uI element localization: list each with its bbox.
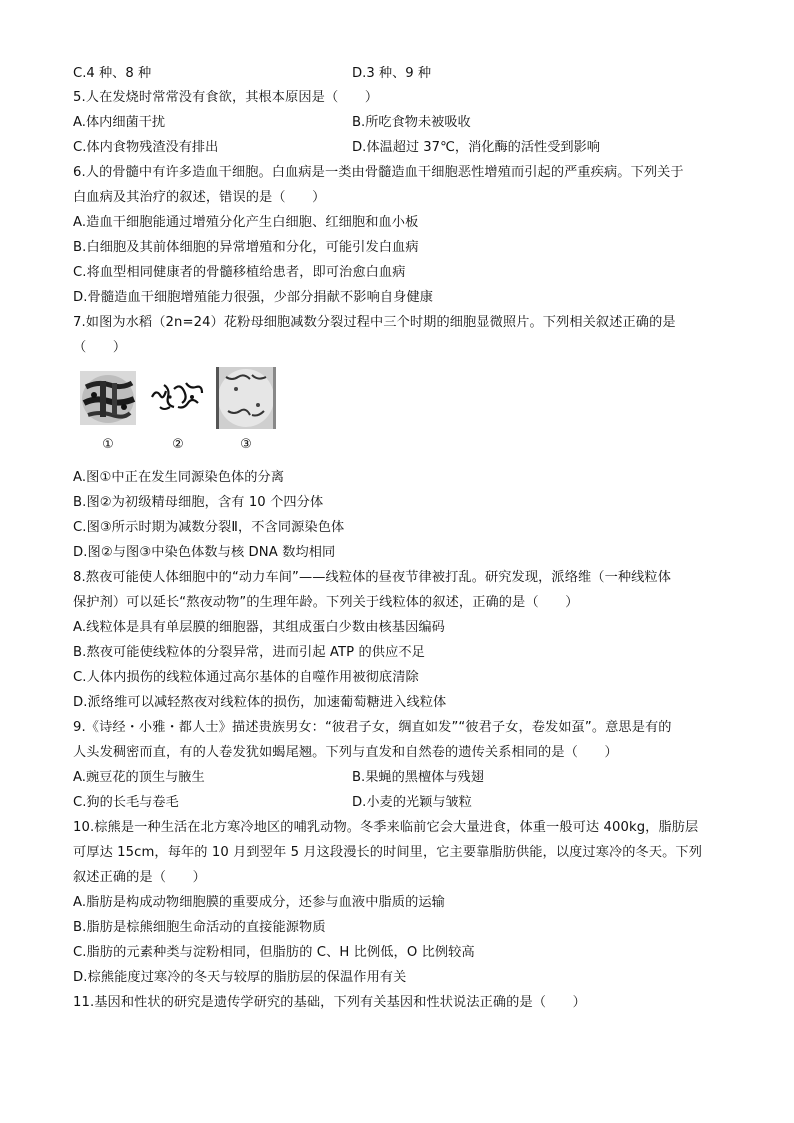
q10-stem-line2: 可厚达 15cm，每年的 10 月到翌年 5 月这段漫长的时间里，它主要靠脂肪供能，以度过寒冷的冬天。下列 xyxy=(73,845,702,860)
q8-option-b: B.熬夜可能使线粒体的分裂异常，进而引起 ATP 的供应不足 xyxy=(73,645,425,660)
q11-stem: 11.基因和性状的研究是遗传学研究的基础，下列有关基因和性状说法正确的是（ ） xyxy=(73,995,586,1010)
micrograph-1 xyxy=(78,367,138,429)
q7-option-b: B.图②为初级精母细胞，含有 10 个四分体 xyxy=(73,495,324,510)
figure-label-2: ② xyxy=(172,437,184,452)
q8-stem-line1: 8.熬夜可能使人体细胞中的“动力车间”——线粒体的昼夜节律被打乱。研究发现，派络维（一种线粒体 xyxy=(73,570,672,585)
micrograph-3 xyxy=(216,367,276,429)
q10-option-b: B.脂肪是棕熊细胞生命活动的直接能源物质 xyxy=(73,920,326,935)
micrograph-2-image xyxy=(148,367,208,429)
q10-stem-line3: 叙述正确的是（ ） xyxy=(73,870,206,885)
q4-option-c: C.4 种、8 种 xyxy=(73,66,152,81)
q6-stem-line1: 6.人的骨髓中有许多造血干细胞。白血病是一类由骨髓造血干细胞恶性增殖而引起的严重疾病。下列关于 xyxy=(73,165,684,180)
q5-stem: 5.人在发烧时常常没有食欲，其根本原因是（ ） xyxy=(73,90,379,105)
q10-option-a: A.脂肪是构成动物细胞膜的重要成分，还参与血液中脂质的运输 xyxy=(73,895,445,910)
meiosis-micrograph-figure xyxy=(78,367,278,457)
q5-option-a: A.体内细菌干扰 xyxy=(73,115,166,130)
q5-option-b: B.所吃食物未被吸收 xyxy=(352,115,471,130)
q7-option-a: A.图①中正在发生同源染色体的分离 xyxy=(73,470,285,485)
q6-option-a: A.造血干细胞能通过增殖分化产生白细胞、红细胞和血小板 xyxy=(73,215,419,230)
micrograph-1-image xyxy=(78,367,138,429)
q6-option-d: D.骨髓造血干细胞增殖能力很强，少部分捐献不影响自身健康 xyxy=(73,290,434,305)
q8-option-c: C.人体内损伤的线粒体通过高尔基体的自噬作用被彻底清除 xyxy=(73,670,419,685)
q7-stem-line2: （ ） xyxy=(73,340,127,355)
q5-option-d: D.体温超过 37℃，消化酶的活性受到影响 xyxy=(352,140,600,155)
q6-stem-line2: 白血病及其治疗的叙述，错误的是（ ） xyxy=(73,190,326,205)
micrograph-3-image xyxy=(216,367,276,429)
q4-option-d: D.3 种、9 种 xyxy=(352,66,432,81)
q8-stem-line2: 保护剂）可以延长“熬夜动物”的生理年龄。下列关于线粒体的叙述，正确的是（ ） xyxy=(73,595,579,610)
q7-option-d: D.图②与图③中染色体数与核 DNA 数均相同 xyxy=(73,545,336,560)
q10-option-d: D.棕熊能度过寒冷的冬天与较厚的脂肪层的保温作用有关 xyxy=(73,970,407,985)
q9-stem-line2: 人头发稠密而直，有的人卷发犹如蝎尾翘。下列与直发和自然卷的遗传关系相同的是（ ） xyxy=(73,745,618,760)
micrograph-2 xyxy=(148,367,208,429)
q5-option-c: C.体内食物残渣没有排出 xyxy=(73,140,219,155)
q9-option-c: C.狗的长毛与卷毛 xyxy=(73,795,179,810)
q6-option-b: B.白细胞及其前体细胞的异常增殖和分化，可能引发白血病 xyxy=(73,240,419,255)
q9-stem-line1: 9.《诗经・小雅・都人士》描述贵族男女：“彼君子女，绸直如发”“彼君子女，卷发如虿”。意思是有的 xyxy=(73,720,672,735)
q8-option-a: A.线粒体是具有单层膜的细胞器，其组成蛋白少数由核基因编码 xyxy=(73,620,445,635)
q7-option-c: C.图③所示时期为减数分裂Ⅱ，不含同源染色体 xyxy=(73,520,345,535)
q6-option-c: C.将血型相同健康者的骨髓移植给患者，即可治愈白血病 xyxy=(73,265,406,280)
q7-stem-line1: 7.如图为水稻（2n=24）花粉母细胞减数分裂过程中三个时期的细胞显微照片。下列相关叙述正确的是 xyxy=(73,315,676,330)
q10-option-c: C.脂肪的元素种类与淀粉相同，但脂肪的 C、H 比例低，O 比例较高 xyxy=(73,945,475,960)
figure-label-3: ③ xyxy=(240,437,252,452)
q9-option-b: B.果蝇的黑檀体与残翅 xyxy=(352,770,484,785)
q8-option-d: D.派络维可以减轻熬夜对线粒体的损伤，加速葡萄糖进入线粒体 xyxy=(73,695,447,710)
q9-option-a: A.豌豆花的顶生与腋生 xyxy=(73,770,205,785)
q10-stem-line1: 10.棕熊是一种生活在北方寒冷地区的哺乳动物。冬季来临前它会大量进食，体重一般可达 400kg，脂肪层 xyxy=(73,820,699,835)
q9-option-d: D.小麦的光颖与皱粒 xyxy=(352,795,472,810)
figure-label-1: ① xyxy=(102,437,114,452)
